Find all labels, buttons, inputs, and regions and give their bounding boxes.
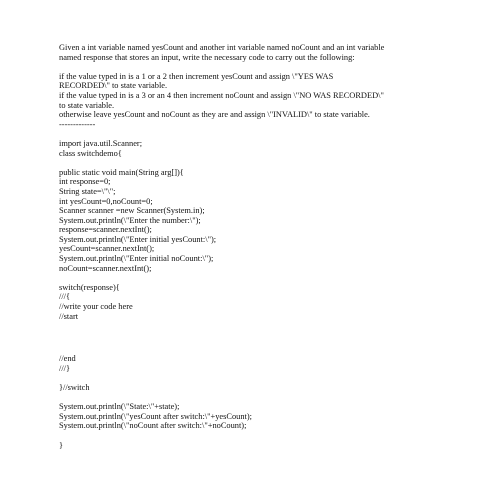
code-line: public static void main(String arg[]){ — [59, 167, 184, 177]
code-line: ///{ — [59, 292, 71, 302]
blank-line — [59, 273, 459, 283]
blank-line — [59, 393, 459, 403]
rules-block — [59, 72, 459, 130]
rule-line: if the value typed in is a 1 or a 2 then increment yesCount and assign \"YES WAS — [59, 71, 334, 81]
code-line: import java.util.Scanner; — [59, 138, 143, 148]
code-switch — [59, 283, 459, 321]
code-line: System.out.println(\"Enter initial noCount:\"); — [59, 254, 214, 264]
code-line: //start — [59, 311, 79, 321]
blank-line — [59, 431, 459, 441]
rule-line: RECORDED\" to state variable. — [59, 81, 168, 91]
code-line: //end — [59, 354, 76, 364]
code-line: System.out.println(\"Enter the number:\"); — [59, 215, 201, 225]
code-line: noCount=scanner.nextInt(); — [59, 263, 152, 273]
code-line: Scanner scanner =new Scanner(System.in); — [59, 206, 205, 216]
code-line: //write your code here — [59, 302, 133, 312]
code-close-main — [59, 441, 459, 451]
code-line: System.out.println(\"noCount after switch:\"+noCount); — [59, 421, 247, 431]
code-line: } — [59, 440, 64, 450]
blank-line — [59, 62, 459, 72]
code-line: int response=0; — [59, 177, 111, 187]
code-line: String state=\"\"; — [59, 186, 116, 196]
code-line: class switchdemo{ — [59, 148, 122, 158]
code-line: int yesCount=0,noCount=0; — [59, 196, 153, 206]
code-end — [59, 354, 459, 373]
problem-statement — [59, 43, 459, 62]
code-line: response=scanner.nextInt(); — [59, 225, 152, 235]
code-line: yesCount=scanner.nextInt(); — [59, 244, 155, 254]
code-line: System.out.println(\"State:\"+state); — [59, 402, 180, 412]
code-main — [59, 168, 459, 274]
problem-line: named response that stores an input, write the necessary code to carry out the following: — [59, 52, 355, 62]
blank-line — [59, 129, 459, 139]
blank-space — [59, 321, 459, 354]
code-header — [59, 139, 459, 158]
document-page — [59, 43, 459, 450]
code-output — [59, 402, 459, 431]
code-line: switch(response){ — [59, 282, 120, 292]
code-line: System.out.println(\"Enter initial yesCount:\"); — [59, 234, 217, 244]
separator-line: ------------- — [59, 119, 96, 129]
rule-line: otherwise leave yesCount and noCount as they are and assign \"INVALID\" to state variable. — [59, 110, 370, 120]
rule-line: to state variable. — [59, 100, 115, 110]
code-line: }//switch — [59, 383, 90, 392]
code-close-switch — [59, 383, 459, 393]
problem-line: Given a int variable named yesCount and another int variable named noCount and an int variable — [59, 43, 385, 52]
code-line: ///} — [59, 363, 71, 373]
blank-line — [59, 373, 459, 383]
blank-line — [59, 158, 459, 168]
code-line: System.out.println(\"yesCount after switch:\"+yesCount); — [59, 411, 253, 421]
rule-line: if the value typed in is a 3 or an 4 then increment noCount and assign \"NO WAS RECORDED\" — [59, 90, 384, 100]
